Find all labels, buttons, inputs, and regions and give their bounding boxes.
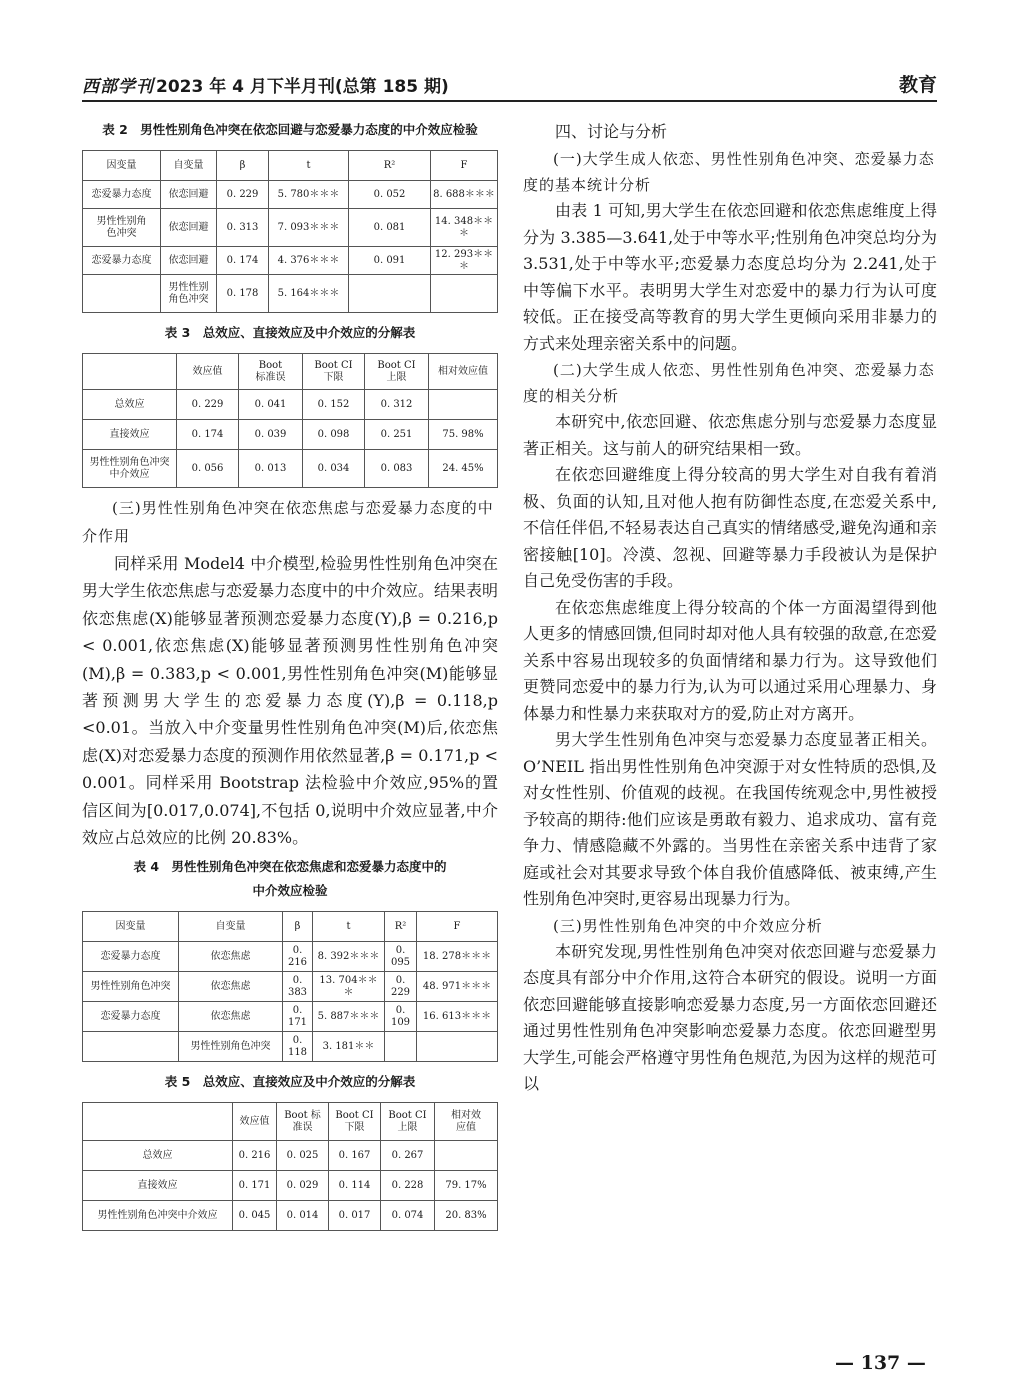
table-cell — [83, 275, 161, 313]
journal-logo: 西部学刊 — [82, 77, 154, 97]
table4-caption-line2: 中介效应检验 — [252, 883, 328, 899]
table-cell — [349, 275, 431, 313]
table-header-cell: Boot CI 上限 — [365, 354, 429, 390]
table-cell: 男性性别角色冲突 — [179, 1032, 283, 1062]
table-cell: 依恋回避 — [161, 247, 217, 275]
table4 — [82, 911, 498, 1062]
table-cell: 直接效应 — [83, 1171, 233, 1201]
page-header — [82, 66, 937, 102]
table-header-row — [83, 354, 498, 390]
table-row — [83, 972, 498, 1002]
table-cell: 0. 025 — [277, 1141, 329, 1171]
table-cell — [417, 1032, 498, 1062]
table-row — [83, 181, 498, 209]
subheading-2: (二)大学生成人依恋、男性性别角色冲突、恋爱暴力态度的相关分析 — [523, 361, 935, 405]
table-cell: 0. 174 — [177, 420, 239, 450]
table-header-cell: 效应值 — [233, 1103, 277, 1141]
paragraph-5: 男大学生性别角色冲突与恋爱暴力态度显著正相关。O’NEIL 指出男性性别角色冲突源于对女性特质的恐惧,及对女性性别、价值观的歧视。在我国传统观念中,男性被授予较高的期待:他们应该是勇敢有毅力、追求成功、富有竞争力、情感隐藏不外露的。当男性在亲密关系中违背了家庭或社会对其要求导致个体自我价值感降低、被束缚,产生性别角色冲突时,更容易出现暴力行为。 — [523, 730, 937, 908]
paragraph-4: 在依恋焦虑维度上得分较高的个体一方面渴望得到他人更多的情感回馈,但同时却对他人具有较强的敌意,在恋爱关系中容易出现较多的负面情绪和暴力行为。这导致他们更赞同恋爱中的暴力行为,认为可以通过采用心理暴力、身体暴力和性暴力来获取对方的爱,防止对方离开。 — [523, 597, 937, 723]
table-cell: 0. 229 — [177, 390, 239, 420]
table-header-cell — [83, 354, 177, 390]
table-cell: 7. 093＊＊＊ — [269, 209, 349, 247]
table-cell — [385, 1032, 417, 1062]
table-row — [83, 420, 498, 450]
subheading-3: (三)男性性别角色冲突的中介效应分析 — [553, 916, 823, 935]
section-heading: 四、讨论与分析 — [555, 122, 668, 141]
table5-caption: 表 5 总效应、直接效应及中介效应的分解表 — [164, 1074, 416, 1090]
table-cell: 男性性别角色冲突中介效应 — [83, 1201, 233, 1231]
table-cell: 总效应 — [83, 1141, 233, 1171]
table-header-cell: 自变量 — [161, 151, 217, 181]
table-row — [83, 275, 498, 313]
table-cell: 0. 091 — [349, 247, 431, 275]
table-cell: 14. 348＊＊＊ — [431, 209, 498, 247]
table-cell: 直接效应 — [83, 420, 177, 450]
table-cell: 0. 228 — [381, 1171, 435, 1201]
table-cell: 5. 164＊＊＊ — [269, 275, 349, 313]
table-cell — [83, 1032, 179, 1062]
table-cell: 0. 013 — [239, 450, 303, 488]
table-header-cell: β — [283, 912, 313, 942]
table-cell: 0. 267 — [381, 1141, 435, 1171]
table-row — [83, 1201, 498, 1231]
table3 — [82, 353, 498, 488]
table-header-row — [83, 912, 498, 942]
issue-label: 2023 年 4 月下半月刊(总第 185 期) — [156, 77, 449, 97]
page-number: — 137 — — [835, 1352, 926, 1374]
table-cell: 18. 278＊＊＊ — [417, 942, 498, 972]
table-header-row — [83, 151, 498, 181]
table-cell: 依恋回避 — [161, 181, 217, 209]
table-cell: 0. 152 — [303, 390, 365, 420]
table-header-cell: 因变量 — [83, 912, 179, 942]
table-cell: 恋爱暴力态度 — [83, 247, 161, 275]
table-cell: 48. 971＊＊＊ — [417, 972, 498, 1002]
table-cell: 0. 081 — [349, 209, 431, 247]
table-cell: 0. 229 — [217, 181, 269, 209]
table-cell: 0. 167 — [329, 1141, 381, 1171]
table-cell: 8. 392＊＊＊ — [313, 942, 385, 972]
table-cell: 4. 376＊＊＊ — [269, 247, 349, 275]
table-header-cell: Boot CI 上限 — [381, 1103, 435, 1141]
table-cell: 12. 293＊＊＊ — [431, 247, 498, 275]
table-cell: 20. 83% — [435, 1201, 498, 1231]
table-cell: 0. 313 — [217, 209, 269, 247]
table-header-cell: 因变量 — [83, 151, 161, 181]
table-cell: 恋爱暴力态度 — [83, 942, 179, 972]
table-header-cell: Boot CI 下限 — [303, 354, 365, 390]
table-cell: 0. 056 — [177, 450, 239, 488]
table-cell: 0. 041 — [239, 390, 303, 420]
table-header-cell: t — [269, 151, 349, 181]
table-cell: 75. 98% — [429, 420, 498, 450]
table-cell: 0. 083 — [365, 450, 429, 488]
table-header-cell: R² — [385, 912, 417, 942]
right-column — [523, 118, 937, 1098]
table-row — [83, 1002, 498, 1032]
table-cell: 0. 118 — [283, 1032, 313, 1062]
table-cell: 恋爱暴力态度 — [83, 181, 161, 209]
left-paragraph: 同样采用 Model4 中介模型,检验男性性别角色冲突在男大学生依恋焦虑与恋爱暴力态度中的中介效应。结果表明依恋焦虑(X)能够显著预测恋爱暴力态度(Y),β = 0.216,p < 0.001,依恋焦虑(X)能够显著预测男性性别角色冲突(M),β = 0.383,p < 0.001,男性性别角色冲突(M)能够显著预测男大学生的恋爱暴力态度(Y),β = 0.118,p <0.01。当放入中介变量男性性别角色冲突(M)后,依恋焦虑(X)对恋爱暴力态度的预测作用依然显著,β = 0.171,p < 0.001。同样采用 Bootstrap 法检验中介效应,95%的置信区间为[0.017,0.074],不包括 0,说明中介效应显著,中介效应占总效应的比例 20.83%。 — [82, 554, 499, 848]
table-cell: 依恋焦虑 — [179, 1002, 283, 1032]
table-cell: 0. 034 — [303, 450, 365, 488]
table-cell: 0. 312 — [365, 390, 429, 420]
table-cell: 0. 074 — [381, 1201, 435, 1231]
table2-caption: 表 2 男性性别角色冲突在依恋回避与恋爱暴力态度的中介效应检验 — [102, 122, 478, 137]
table-cell: 16. 613＊＊＊ — [417, 1002, 498, 1032]
table-header-cell: Boot 标准误 — [239, 354, 303, 390]
table-cell: 24. 45% — [429, 450, 498, 488]
table-cell: 79. 17% — [435, 1171, 498, 1201]
table-cell: 0. 095 — [385, 942, 417, 972]
table2 — [82, 150, 498, 313]
table-cell: 0. 178 — [217, 275, 269, 313]
table-cell: 0. 045 — [233, 1201, 277, 1231]
table-cell: 男性性别角色冲突 — [161, 275, 217, 313]
table-cell: 总效应 — [83, 390, 177, 420]
table-cell: 依恋焦虑 — [179, 942, 283, 972]
table-header-cell: 自变量 — [179, 912, 283, 942]
table-cell: 0. 216 — [233, 1141, 277, 1171]
table-cell: 0. 039 — [239, 420, 303, 450]
paragraph-2: 本研究中,依恋回避、依恋焦虑分别与恋爱暴力态度显著正相关。这与前人的研究结果相一致。 — [523, 412, 937, 458]
table-header-cell — [83, 1103, 233, 1141]
table-header-cell: Boot CI 下限 — [329, 1103, 381, 1141]
table5 — [82, 1102, 498, 1231]
table-cell: 恋爱暴力态度 — [83, 1002, 179, 1032]
table-header-cell: F — [417, 912, 498, 942]
paragraph-3: 在依恋回避维度上得分较高的男大学生对自我有着消极、负面的认知,且对他人抱有防御性态度,在恋爱关系中,不信任伴侣,不轻易表达自己真实的情绪感受,避免沟通和亲密接触[10]。冷漠、忽视、回避等暴力手段被认为是保护自己免受伤害的手段。 — [523, 465, 937, 590]
table-cell: 0. 052 — [349, 181, 431, 209]
table-cell: 0. 017 — [329, 1201, 381, 1231]
table-cell: 0. 229 — [385, 972, 417, 1002]
table-cell: 0. 098 — [303, 420, 365, 450]
table-row — [83, 450, 498, 488]
table-cell — [431, 275, 498, 313]
table-cell — [435, 1141, 498, 1171]
table-header-cell: Boot 标准误 — [277, 1103, 329, 1141]
subheading-1: (一)大学生成人依恋、男性性别角色冲突、恋爱暴力态度的基本统计分析 — [523, 150, 935, 194]
section-label: 教育 — [898, 74, 937, 96]
table-cell: 13. 704＊＊＊ — [313, 972, 385, 1002]
table-cell: 依恋回避 — [161, 209, 217, 247]
table-header-cell: β — [217, 151, 269, 181]
table-cell: 0. 171 — [233, 1171, 277, 1201]
table-cell: 5. 887＊＊＊ — [313, 1002, 385, 1032]
table-cell: 0. 383 — [283, 972, 313, 1002]
table-row — [83, 1171, 498, 1201]
table-header-cell: 相对效应值 — [435, 1103, 498, 1141]
table-cell: 0. 114 — [329, 1171, 381, 1201]
table-header-row — [83, 1103, 498, 1141]
table-cell: 0. 174 — [217, 247, 269, 275]
table-header-cell: t — [313, 912, 385, 942]
left-subheading: (三)男性性别角色冲突在依恋焦虑与恋爱暴力态度的中介作用 — [82, 499, 494, 545]
table-cell: 男性性别角色冲突 — [83, 972, 179, 1002]
table-row — [83, 1032, 498, 1062]
table-row — [83, 209, 498, 247]
left-column — [82, 118, 498, 1231]
table-row — [83, 942, 498, 972]
paragraph-6: 本研究发现,男性性别角色冲突对依恋回避与恋爱暴力态度具有部分中介作用,这符合本研究的假设。说明一方面依恋回避能够直接影响恋爱暴力态度,另一方面依恋回避还通过男性性别角色冲突影响恋爱暴力态度。依恋回避型男大学生,可能会严格遵守男性角色规范,为因为这样的规范可以 — [523, 941, 937, 1093]
table-row — [83, 1141, 498, 1171]
table-cell — [429, 390, 498, 420]
table-row — [83, 390, 498, 420]
table-cell: 0. 216 — [283, 942, 313, 972]
table-cell: 0. 014 — [277, 1201, 329, 1231]
table-cell: 3. 181＊＊ — [313, 1032, 385, 1062]
table-row — [83, 247, 498, 275]
table-cell: 0. 029 — [277, 1171, 329, 1201]
table-header-cell: F — [431, 151, 498, 181]
table4-caption-line1: 表 4 男性性别角色冲突在依恋焦虑和恋爱暴力态度中的 — [133, 859, 447, 875]
journal-issue-line — [82, 72, 449, 97]
paragraph-1: 由表 1 可知,男大学生在依恋回避和依恋焦虑维度上得分为 3.385—3.641,处于中等水平;性别角色冲突总均分为 3.531,处于中等水平;恋爱暴力态度总均分为 2.241,处于中等偏下水平。表明男大学生对恋爱中的暴力行为认可度较低。正在接受高等教育的男大学生更倾向采用非暴力的方式来处理亲密关系中的问题。 — [523, 201, 937, 353]
table-cell: 0. 251 — [365, 420, 429, 450]
table-cell: 依恋焦虑 — [179, 972, 283, 1002]
table-header-cell: 相对效应值 — [429, 354, 498, 390]
table-cell: 5. 780＊＊＊ — [269, 181, 349, 209]
table-cell: 0. 171 — [283, 1002, 313, 1032]
table-cell: 男性性别角色冲突 — [83, 209, 161, 247]
table-cell: 8. 688＊＊＊ — [431, 181, 498, 209]
table3-caption: 表 3 总效应、直接效应及中介效应的分解表 — [164, 325, 416, 340]
table-cell: 男性性别角色冲突中介效应 — [83, 450, 177, 488]
table-cell: 0. 109 — [385, 1002, 417, 1032]
table-header-cell: R² — [349, 151, 431, 181]
table-header-cell: 效应值 — [177, 354, 239, 390]
